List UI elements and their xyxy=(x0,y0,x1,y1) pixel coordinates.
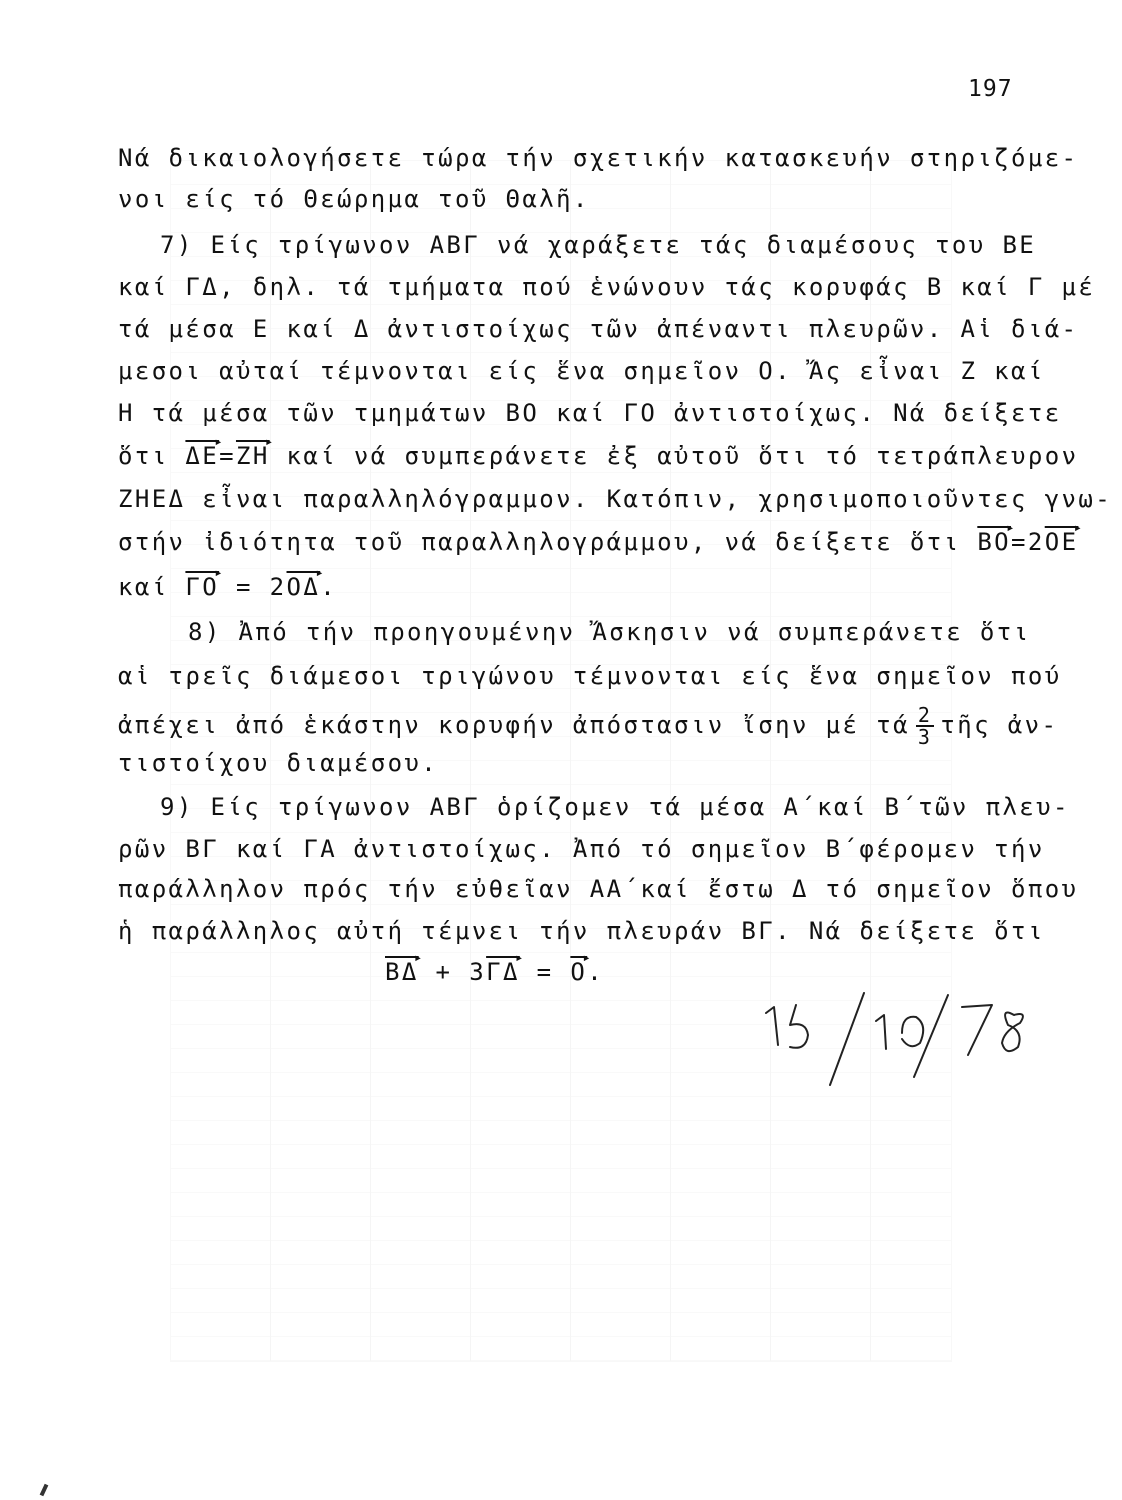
vector-equation: $\overline{B\Delta}$ ▸ + $3\overline{\Gamma\Delta}$ ▸ = $\overline{O}$ ▸. xyxy=(385,957,604,987)
text-line: ὅτι $\overline{\Delta E}$ $▸=\overline{ZH}$ ▸ καί νά συμπεράνετε ἐξ αὐτοῦ ὅτι τό τετράπλευρον xyxy=(118,441,1078,471)
text-line: ΖΗΕΔ εἶναι παραλληλόγραμμον. Κατόπιν, χρησιμοποιοῦντες γνω- xyxy=(118,485,1113,513)
text-line: καί ΓΔ, δηλ. τά τμήματα πού ἑνώνουν τάς κορυφάς Β καί Γ μέ xyxy=(118,273,1096,301)
exercise-9-heading: 9) Είς τρίγωνον ΑΒΓ ὁρίζομεν τά μέσα Α΄καί Β΄τῶν πλευ- xyxy=(160,793,1070,821)
text-line: στήν ἰδιότητα τοῦ παραλληλογράμμου, νά δείξετε ὅτι $\overline{BO}$ $▸=2\overline{OE}$ ▸ xyxy=(118,527,1078,557)
fraction-two-thirds: $\frac{2}{3}$ xyxy=(917,703,933,749)
text-line: τά μέσα Ε καί Δ ἀντιστοίχως τῶν ἀπέναντι πλευρῶν. Αἱ διά- xyxy=(118,315,1079,343)
text-line: καί $\overline{\Gamma O}$ ▸ = $2\overline{O\Delta}$ ▸. xyxy=(118,572,337,602)
vector-oe: $\overline{OE}$ ▸ xyxy=(1045,527,1079,557)
text-line: Η τά μέσα τῶν τμημάτων ΒΟ καί ΓΟ ἀντιστοίχως. Νά δείξετε xyxy=(118,399,1062,427)
vector-bd: $\overline{B\Delta}$ ▸ xyxy=(385,957,419,987)
vector-gd: $\overline{\Gamma\Delta}$ ▸ xyxy=(486,957,520,987)
zero-vector: $\overline{O}$ ▸ xyxy=(570,957,587,987)
text-line: τιστοίχου διαμέσου. xyxy=(118,749,439,777)
page-number: 197 xyxy=(968,76,1013,102)
text-line: νοι είς τό Θεώρημα τοῦ Θαλῆ. xyxy=(118,185,590,213)
exercise-8-heading: 8) Ἀπό τήν προηγουμένην Ἄσκησιν νά συμπεράνετε ὅτι xyxy=(188,618,1031,646)
text-line: ἀπέχει ἀπό ἑκάστην κορυφήν ἀπόστασιν ἴσην μέ τά $\frac{2}{3}$ τῆς ἀν- xyxy=(118,703,1059,749)
vector-bo: $\overline{BO}$ ▸ xyxy=(977,527,1011,557)
vector-od: $\overline{O\Delta}$ ▸ xyxy=(287,572,321,602)
text-line: αἱ τρεῖς διάμεσοι τριγώνου τέμνονται είς ἕνα σημεῖον πού xyxy=(118,662,1062,690)
vector-go: $\overline{\Gamma O}$ ▸ xyxy=(185,572,219,602)
vector-zh: $\overline{ZH}$ ▸ xyxy=(236,441,270,471)
text-line: παράλληλον πρός τήν εὐθεῖαν ΑΑ΄καί ἔστω Δ τό σημεῖον ὅπου xyxy=(118,875,1079,903)
text-line: ρῶν ΒΓ καί ΓΑ ἀντιστοίχως. Ἀπό τό σημεῖον Β΄φέρομεν τήν xyxy=(118,835,1045,863)
text-line: μεσοι αὐταί τέμνονται είς ἕνα σημεῖον Ο. Ἄς εἶναι Ζ καί xyxy=(118,357,1045,385)
vector-de: $\overline{\Delta E}$ ▸ xyxy=(185,441,219,471)
text-line: ἡ παράλληλος αὐτή τέμνει τήν πλευράν ΒΓ. Νά δείξετε ὅτι xyxy=(118,917,1045,945)
stray-mark xyxy=(40,1484,49,1497)
handwritten-date-signature xyxy=(752,985,1072,1095)
text-line: Νά δικαιολογήσετε τώρα τήν σχετικήν κατασκευήν στηριζόμε- xyxy=(118,144,1079,172)
exercise-7-heading: 7) Είς τρίγωνον ΑΒΓ νά χαράξετε τάς διαμέσους του ΒΕ xyxy=(160,231,1037,259)
